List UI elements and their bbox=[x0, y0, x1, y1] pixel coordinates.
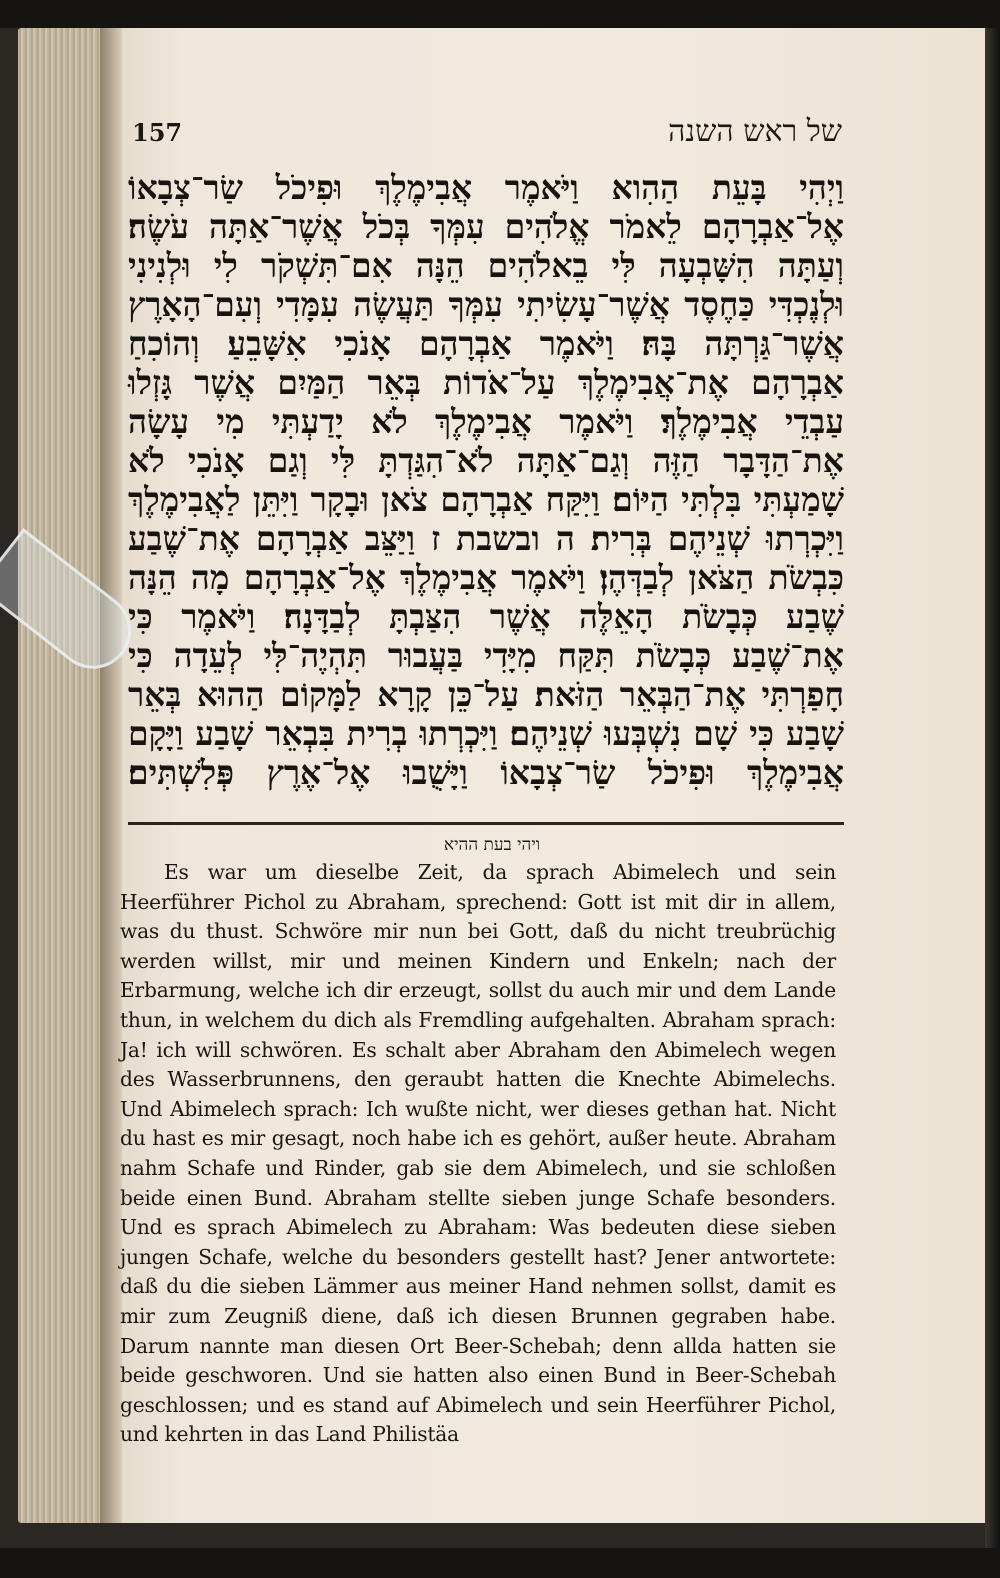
section-divider bbox=[128, 822, 844, 825]
page-gutter bbox=[100, 28, 122, 1523]
hebrew-paragraph: וַיְהִי בָּעֵת הַהִוא וַיֹּאמֶר אֲבִימֶלֶךְ וּפִיכֹל שַׂר־צְבָאוֹ אֶל־אַבְרָהָם לֵאמֹר אֱלֹהִים עִמְּךָ בְּכֹל אֲשֶׁר־אַתָּה עֹשֶׂה׃ וְעַתָּה הִשָּׁבְעָה לִּי בֵאלֹהִים הֵנָּה אִם־תִּשְׁקֹר לִי וּלְנִינִי וּלְנֶכְדִּי כַּחֶסֶד אֲשֶׁר־עָשִׂיתִי עִמְּךָ תַּעֲשֶׂה עִמָּדִי וְעִם־הָאָרֶץ אֲשֶׁר־גַּרְתָּה בָּהּ׃ וַיֹּאמֶר אַבְרָהָם אָנֹכִי אִשָּׁבֵעַ׃ וְהוֹכִחַ אַבְרָהָם אֶת־אֲבִימֶלֶךְ עַל־אֹדוֹת בְּאֵר הַמַּיִם אֲשֶׁר גָּזְלוּ עַבְדֵי אֲבִימֶלֶךְ׃ וַיֹּאמֶר אֲבִימֶלֶךְ לֹא יָדַעְתִּי מִי עָשָׂה אֶת־הַדָּבָר הַזֶּה וְגַם־אַתָּה לֹא־הִגַּדְתָּ לִּי וְגַם אָנֹכִי לֹא שָׁמַעְתִּי בִּלְתִּי הַיּוֹם׃ וַיִּקַּח אַבְרָהָם צֹאן וּבָקָר וַיִּתֵּן לַאֲבִימֶלֶךְ וַיִּכְרְתוּ שְׁנֵיהֶם בְּרִית׃ ה ובשבת ז וַיַּצֵּב אַבְרָהָם אֶת־שֶׁבַע כִּבְשֹׂת הַצֹּאן לְבַדְּהֶן׃ וַיֹּאמֶר אֲבִימֶלֶךְ אֶל־אַבְרָהָם מָה הֵנָּה שֶׁבַע כְּבָשֹׂת הָאֵלֶּה אֲשֶׁר הִצַּבְתָּ לְבַדָּנָה׃ וַיֹּאמֶר כִּי אֶת־שֶׁבַע כְּבָשֹׂת תִּקַּח מִיָּדִי בַּעֲבוּר תִּהְיֶה־לִּי לְעֵדָה כִּי חָפַרְתִּי אֶת־הַבְּאֵר הַזֹּאת׃ עַל־כֵּן קָרָא לַמָּקוֹם הַהוּא בְּאֵר שָׁבַע כִּי שָׁם נִשְׁבְּעוּ שְׁנֵיהֶם׃ וַיִּכְרְתוּ בְרִית בִּבְאֵר שָׁבַע וַיָּקָם אֲבִימֶלֶךְ וּפִיכֹל שַׂר־צְבָאוֹ וַיָּשֻׁבוּ אֶל־אֶרֶץ פְּלִשְׁתִּים׃ bbox=[128, 168, 844, 792]
running-head: של ראש השנה bbox=[668, 114, 842, 149]
hebrew-text-block bbox=[128, 168, 844, 798]
commentary-heading bbox=[0, 835, 1000, 855]
commentary-heading-text: ויהי בעת ההיא bbox=[443, 835, 541, 855]
cover-edge bbox=[985, 28, 1000, 1548]
page-header bbox=[132, 114, 842, 158]
page-number: 157 bbox=[132, 118, 183, 147]
german-translation bbox=[120, 858, 836, 1450]
german-paragraph: Es war um dieselbe Zeit, da sprach Abimelech und sein Heerführer Pichol zu Abraham, sprechend: Gott ist mit dir in allem, was du thust. Schwöre mir nun bei Gott, daß du nicht treubrüchig werden willst, mir und meinen Kindern und Enkeln; nach der Erbarmung, welche ich dir erzeugt, sollst du auch mir und dem Lande thun, in welchem du dich als Fremdling aufgehalten. Abraham sprach: Ja! ich will schwören. Es schalt aber Abraham den Abimelech wegen des Wasserbrunnens, den geraubt hatten die Knechte Abimelechs. Und Abimelech sprach: Ich wußte nicht, wer dieses gethan hat. Nicht du hast es mir gesagt, noch habe ich es gehört, außer heute. Abraham nahm Schafe und Rinder, gab sie dem Abimelech, und sie schloßen beide einen Bund. Abraham stellte sieben junge Schafe besonders. Und es sprach Abimelech zu Abraham: Was bedeuten diese sieben jungen Schafe, welche du besonders gestellt hast? Jener antwortete: daß du die sieben Lämmer aus meiner Hand nehmen sollst, damit es mir zum Zeugniß diene, daß ich diesen Brunnen gegraben habe. Darum nannte man diesen Ort Beer-Schebah; denn allda hatten sie beide geschworen. Und sie hatten also einen Bund in Beer-Schebah geschlossen; und es stand auf Abimelech und sein Heerführer Pichol, und kehrten in das Land Philistäa bbox=[120, 860, 836, 1447]
page-edges bbox=[18, 28, 112, 1523]
